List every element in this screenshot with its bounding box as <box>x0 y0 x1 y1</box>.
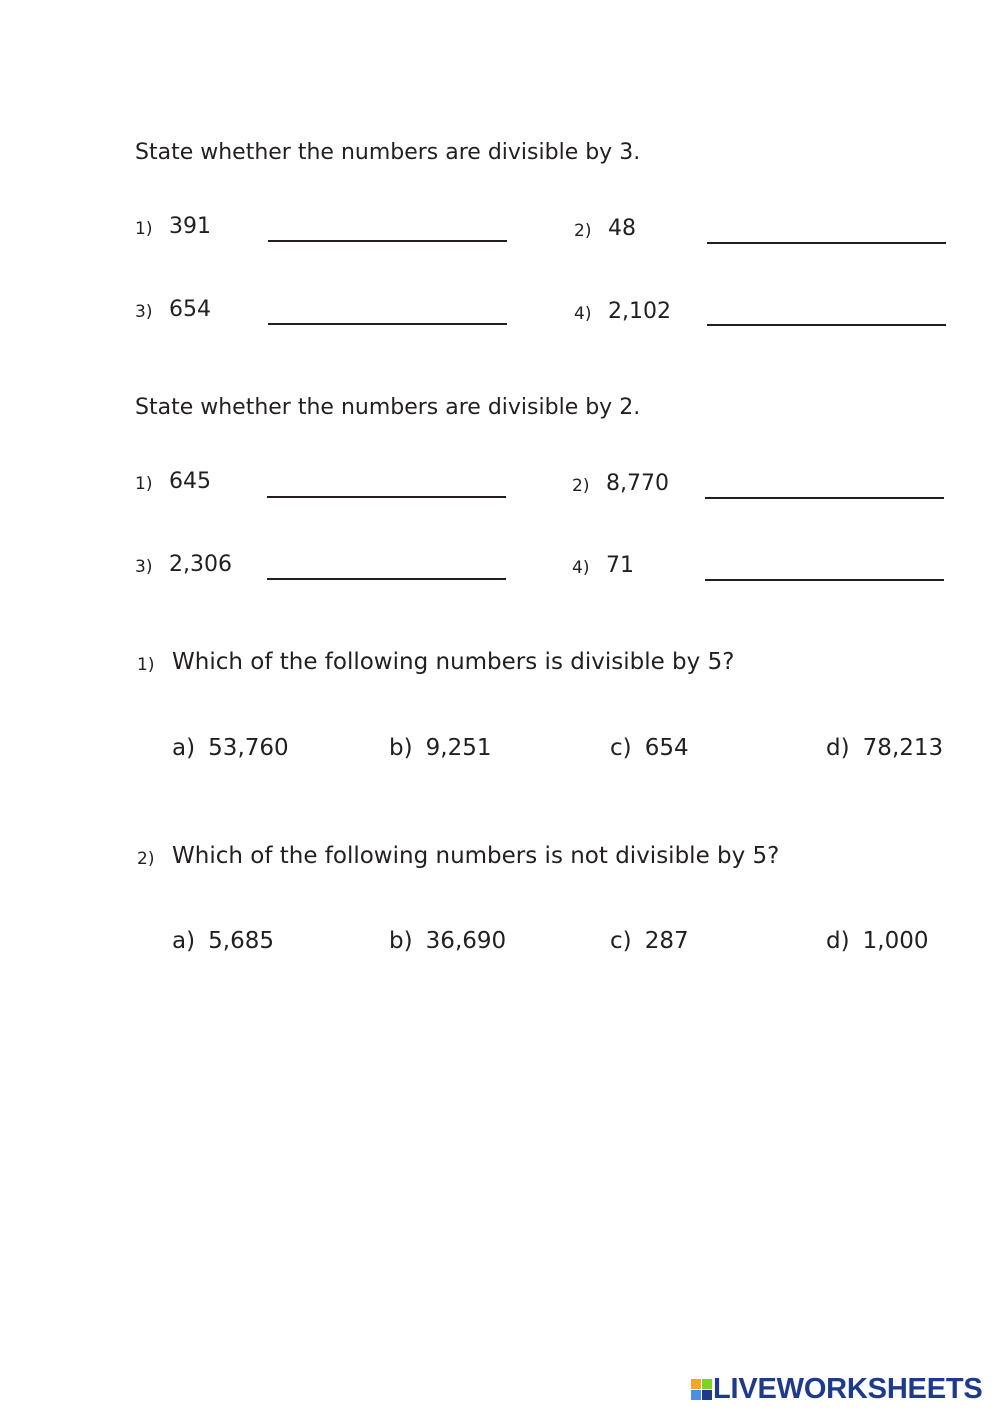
option-value: 5,685 <box>208 928 275 954</box>
s2-item2-value: 8,770 <box>606 471 669 496</box>
s2-item3-answer-line[interactable] <box>267 578 506 580</box>
s2-item2-answer-line[interactable] <box>705 497 944 499</box>
mcq1-option-b[interactable] <box>389 735 492 761</box>
s2-item4-number: 4) <box>572 558 590 578</box>
mcq1-question: Which of the following numbers is divisible by 5? <box>172 649 735 675</box>
mcq1-number: 1) <box>137 655 155 675</box>
option-value: 36,690 <box>425 928 507 954</box>
logo-square <box>691 1379 701 1389</box>
option-label: a) <box>172 735 196 761</box>
mcq2-number: 2) <box>137 849 155 869</box>
logo-square <box>702 1390 712 1400</box>
s2-item2-number: 2) <box>572 476 590 496</box>
s2-item1-value: 645 <box>169 469 211 494</box>
mcq1-option-c[interactable] <box>610 735 689 761</box>
option-value: 654 <box>644 735 689 761</box>
s1-item2-answer-line[interactable] <box>707 242 946 244</box>
s1-item1-value: 391 <box>169 214 211 239</box>
logo-square <box>702 1379 712 1389</box>
option-value: 1,000 <box>862 928 929 954</box>
s2-item4-answer-line[interactable] <box>705 579 944 581</box>
option-label: c) <box>610 928 632 954</box>
option-label: b) <box>389 928 413 954</box>
s1-item1-number: 1) <box>135 219 153 239</box>
option-label: d) <box>826 735 850 761</box>
s2-item4-value: 71 <box>606 553 634 578</box>
logo-square <box>691 1390 701 1400</box>
mcq2-option-d[interactable] <box>826 928 929 954</box>
s1-item3-answer-line[interactable] <box>268 323 507 325</box>
option-label: d) <box>826 928 850 954</box>
s1-item4-value: 2,102 <box>608 299 671 324</box>
mcq2-option-a[interactable] <box>172 928 274 954</box>
logo-mark-icon <box>691 1379 713 1401</box>
section1-heading: State whether the numbers are divisible by 3. <box>135 140 641 165</box>
s1-item4-number: 4) <box>574 304 592 324</box>
s1-item3-number: 3) <box>135 302 153 322</box>
s2-item3-value: 2,306 <box>169 552 232 577</box>
option-label: a) <box>172 928 196 954</box>
s1-item3-value: 654 <box>169 297 211 322</box>
mcq2-option-c[interactable] <box>610 928 689 954</box>
logo-text: LIVEWORKSHEETS <box>713 1373 983 1405</box>
option-value: 287 <box>644 928 689 954</box>
mcq2-option-b[interactable] <box>389 928 506 954</box>
s1-item1-answer-line[interactable] <box>268 240 507 242</box>
option-label: b) <box>389 735 413 761</box>
option-value: 78,213 <box>862 735 944 761</box>
s1-item2-number: 2) <box>574 221 592 241</box>
s1-item4-answer-line[interactable] <box>707 324 946 326</box>
option-label: c) <box>610 735 632 761</box>
option-value: 9,251 <box>425 735 492 761</box>
s2-item1-answer-line[interactable] <box>267 496 506 498</box>
section2-heading: State whether the numbers are divisible by 2. <box>135 395 641 420</box>
mcq2-question: Which of the following numbers is not divisible by 5? <box>172 843 780 869</box>
mcq1-option-a[interactable] <box>172 735 289 761</box>
s2-item1-number: 1) <box>135 474 153 494</box>
s2-item3-number: 3) <box>135 557 153 577</box>
option-value: 53,760 <box>208 735 289 761</box>
s1-item2-value: 48 <box>608 216 636 241</box>
mcq1-option-d[interactable] <box>826 735 943 761</box>
